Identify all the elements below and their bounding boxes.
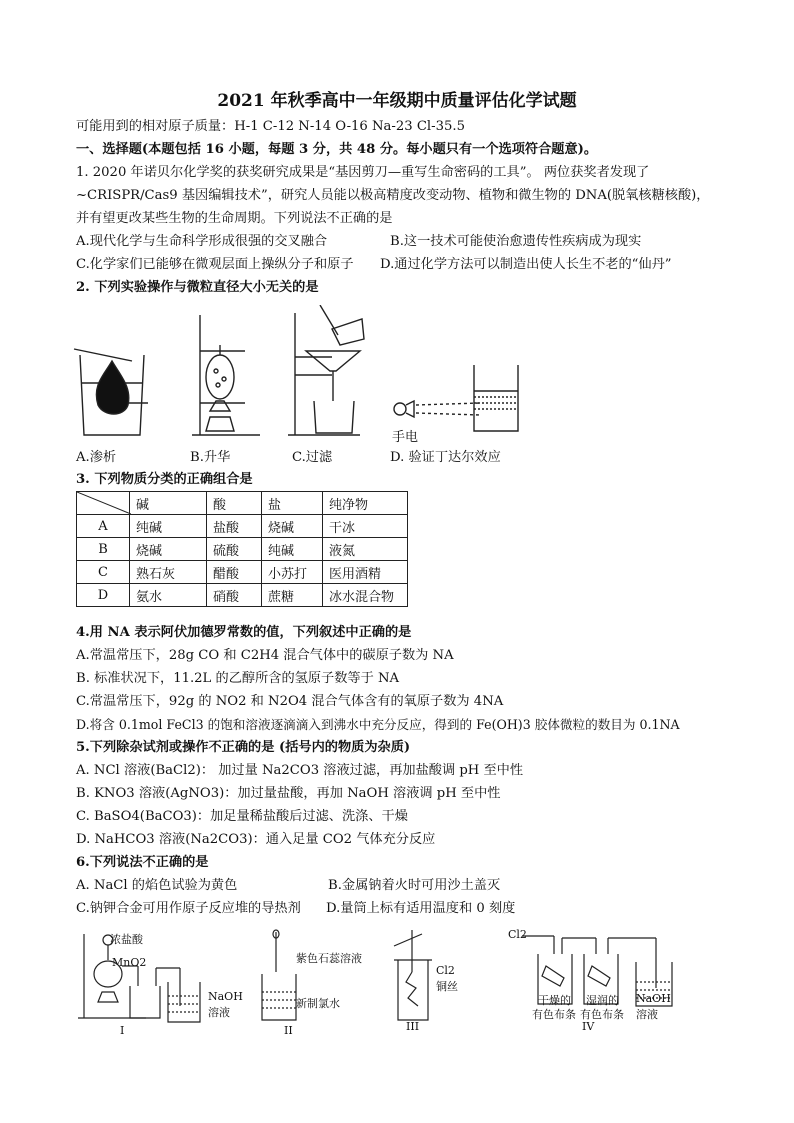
table-row	[77, 561, 408, 584]
q1-option-c: C.化学家们已能够在微观层面上操纵分子和原子	[76, 257, 354, 272]
table-header: 纯净物	[323, 492, 408, 515]
table-cell: 熟石灰	[130, 561, 207, 584]
q6-option-b: B.金属钠着火时可用沙土盖灭	[328, 878, 501, 893]
table-cell: 硫酸	[207, 538, 262, 561]
table-cell: 蔗糖	[262, 584, 323, 607]
section-heading: 一、选择题(本题包括 16 小题，每题 3 分，共 48 分。每小题只有一个选项符合题意)。	[76, 142, 598, 157]
table-cell: 硝酸	[207, 584, 262, 607]
figure-ii-label: II	[284, 1024, 293, 1037]
table-header: 酸	[207, 492, 262, 515]
q2-stem: 2. 下列实验操作与微粒直径大小无关的是	[76, 280, 319, 295]
dry-cloth-label-2: 有色布条	[532, 1008, 576, 1021]
table-cell: A	[77, 515, 130, 538]
q1-option-d: D.通过化学方法可以制造出使人长生不老的“仙丹”	[380, 257, 672, 272]
table-cell: 盐酸	[207, 515, 262, 538]
q2-option-b: B.升华	[190, 450, 231, 465]
dialysis-beaker-drawing	[74, 349, 148, 435]
q1-option-b: B.这一技术可能使治愈遗传性疾病成为现实	[390, 234, 642, 249]
q4-stem: 4.用 NA 表示阿伏加德罗常数的值，下列叙述中正确的是	[76, 625, 412, 640]
q1-option-a: A.现代化学与生命科学形成很强的交叉融合	[76, 234, 328, 249]
flashlight-label: 手电	[392, 430, 419, 445]
cl2-label-iii: Cl2	[436, 964, 455, 977]
naoh-label-iv-1: NaOH	[636, 992, 671, 1005]
q1-stem-line1: 1. 2020 年诺贝尔化学奖的获奖研究成果是“基因剪刀—重写生命密码的工具”。 两位获奖者发现了	[76, 165, 650, 180]
filtration-drawing	[288, 305, 364, 435]
table-cell: 氨水	[130, 584, 207, 607]
naoh-label-iv-2: 溶液	[636, 1008, 658, 1021]
naoh-label-2: 溶液	[208, 1006, 230, 1019]
figure-iv-label: IV	[582, 1020, 595, 1033]
q5-option-a: A. NCl 溶液(BaCl2)： 加过量 Na2CO3 溶液过滤，再加盐酸调 pH 至中性	[76, 763, 524, 778]
wet-cloth-label-1: 湿润的	[586, 994, 619, 1007]
table-cell: 医用酒精	[323, 561, 408, 584]
chlorine-water-label: 新制氯水	[296, 997, 340, 1010]
q4-option-d: D.将含 0.1mol FeCl3 的饱和溶液逐滴滴入到沸水中充分反应，得到的 Fe(OH)3 胶体微粒的数目为 0.1NA	[76, 717, 680, 732]
cl2-label-iv: Cl2	[508, 928, 527, 941]
classification-table	[76, 491, 408, 607]
q1-stem-line2: ~CRISPR/Cas9 基因编辑技术”，研究人员能以极高精度改变动物、植物和微生物的 DNA(脱氧核糖核酸)，	[76, 188, 710, 203]
q6-option-a: A. NaCl 的焰色试验为黄色	[76, 878, 238, 893]
q6-option-c: C.钠钾合金可用作原子反应堆的导热剂	[76, 901, 301, 916]
mno2-label: MnO2	[112, 956, 147, 969]
naoh-label-1: NaOH	[208, 990, 243, 1003]
q6-stem: 6.下列说法不正确的是	[76, 855, 209, 870]
exam-title: 2021 年秋季高中一年级期中质量评估化学试题	[217, 91, 577, 111]
table-cell: 纯碱	[262, 538, 323, 561]
table-header-row	[77, 492, 408, 515]
q2-option-c: C.过滤	[292, 450, 333, 465]
table-row	[77, 584, 408, 607]
q5-option-d: D. NaHCO3 溶液(Na2CO3)：通入足量 CO2 气体充分反应	[76, 832, 436, 847]
tyndall-drawing	[394, 365, 518, 431]
table-cell: 干冰	[323, 515, 408, 538]
table-cell: C	[77, 561, 130, 584]
q4-option-c: C.常温常压下，92g 的 NO2 和 N2O4 混合气体含有的氧原子数为 4NA	[76, 694, 504, 709]
diagonal-divider	[77, 492, 131, 514]
table-cell: 小苏打	[262, 561, 323, 584]
dry-cloth-label-1: 干燥的	[538, 994, 571, 1007]
table-cell: 烧碱	[262, 515, 323, 538]
table-cell: 纯碱	[130, 515, 207, 538]
litmus-label: 紫色石蕊溶液	[296, 952, 362, 965]
q3-stem: 3. 下列物质分类的正确组合是	[76, 472, 253, 487]
q6-option-d: D.量筒上标有适用温度和 0 刻度	[326, 901, 516, 916]
atomic-masses: 可能用到的相对原子质量：H-1 C-12 N-14 O-16 Na-23 Cl-35.5	[76, 119, 465, 134]
q4-option-b: B. 标准状况下，11.2L 的乙醇所含的氢原子数等于 NA	[76, 671, 400, 686]
table-cell: 烧碱	[130, 538, 207, 561]
q5-option-c: C. BaSO4(BaCO3)：加足量稀盐酸后过滤、洗涤、干燥	[76, 809, 408, 824]
table-header: 碱	[130, 492, 207, 515]
table-corner-cell	[77, 492, 130, 515]
table-cell: 液氮	[323, 538, 408, 561]
wet-cloth-label-2: 有色布条	[580, 1008, 624, 1021]
q4-option-a: A.常温常压下，28g CO 和 C2H4 混合气体中的碳原子数为 NA	[76, 648, 454, 663]
table-cell: 醋酸	[207, 561, 262, 584]
table-cell: D	[77, 584, 130, 607]
figure-i-label: I	[120, 1024, 125, 1037]
table-cell: B	[77, 538, 130, 561]
sublimation-stand-drawing	[192, 315, 260, 435]
table-row	[77, 515, 408, 538]
q5-option-b: B. KNO3 溶液(AgNO3)：加过量盐酸，再加 NaOH 溶液调 pH 至中性	[76, 786, 501, 801]
q2-option-d: D. 验证丁达尔效应	[390, 450, 501, 465]
table-cell: 冰水混合物	[323, 584, 408, 607]
q2-apparatus-figure	[70, 305, 530, 445]
table-header: 盐	[262, 492, 323, 515]
q5-stem: 5.下列除杂试剂或操作不正确的是 (括号内的物质为杂质)	[76, 740, 411, 755]
copper-wire-label: 铜丝	[436, 980, 458, 993]
conc-hcl-label: 浓盐酸	[110, 933, 143, 946]
q2-option-a: A.渗析	[76, 450, 117, 465]
q1-stem-line3: 并有望更改某些生物的生命周期。下列说法不正确的是	[76, 211, 393, 226]
table-row	[77, 538, 408, 561]
figure-iii-label: III	[406, 1020, 420, 1033]
